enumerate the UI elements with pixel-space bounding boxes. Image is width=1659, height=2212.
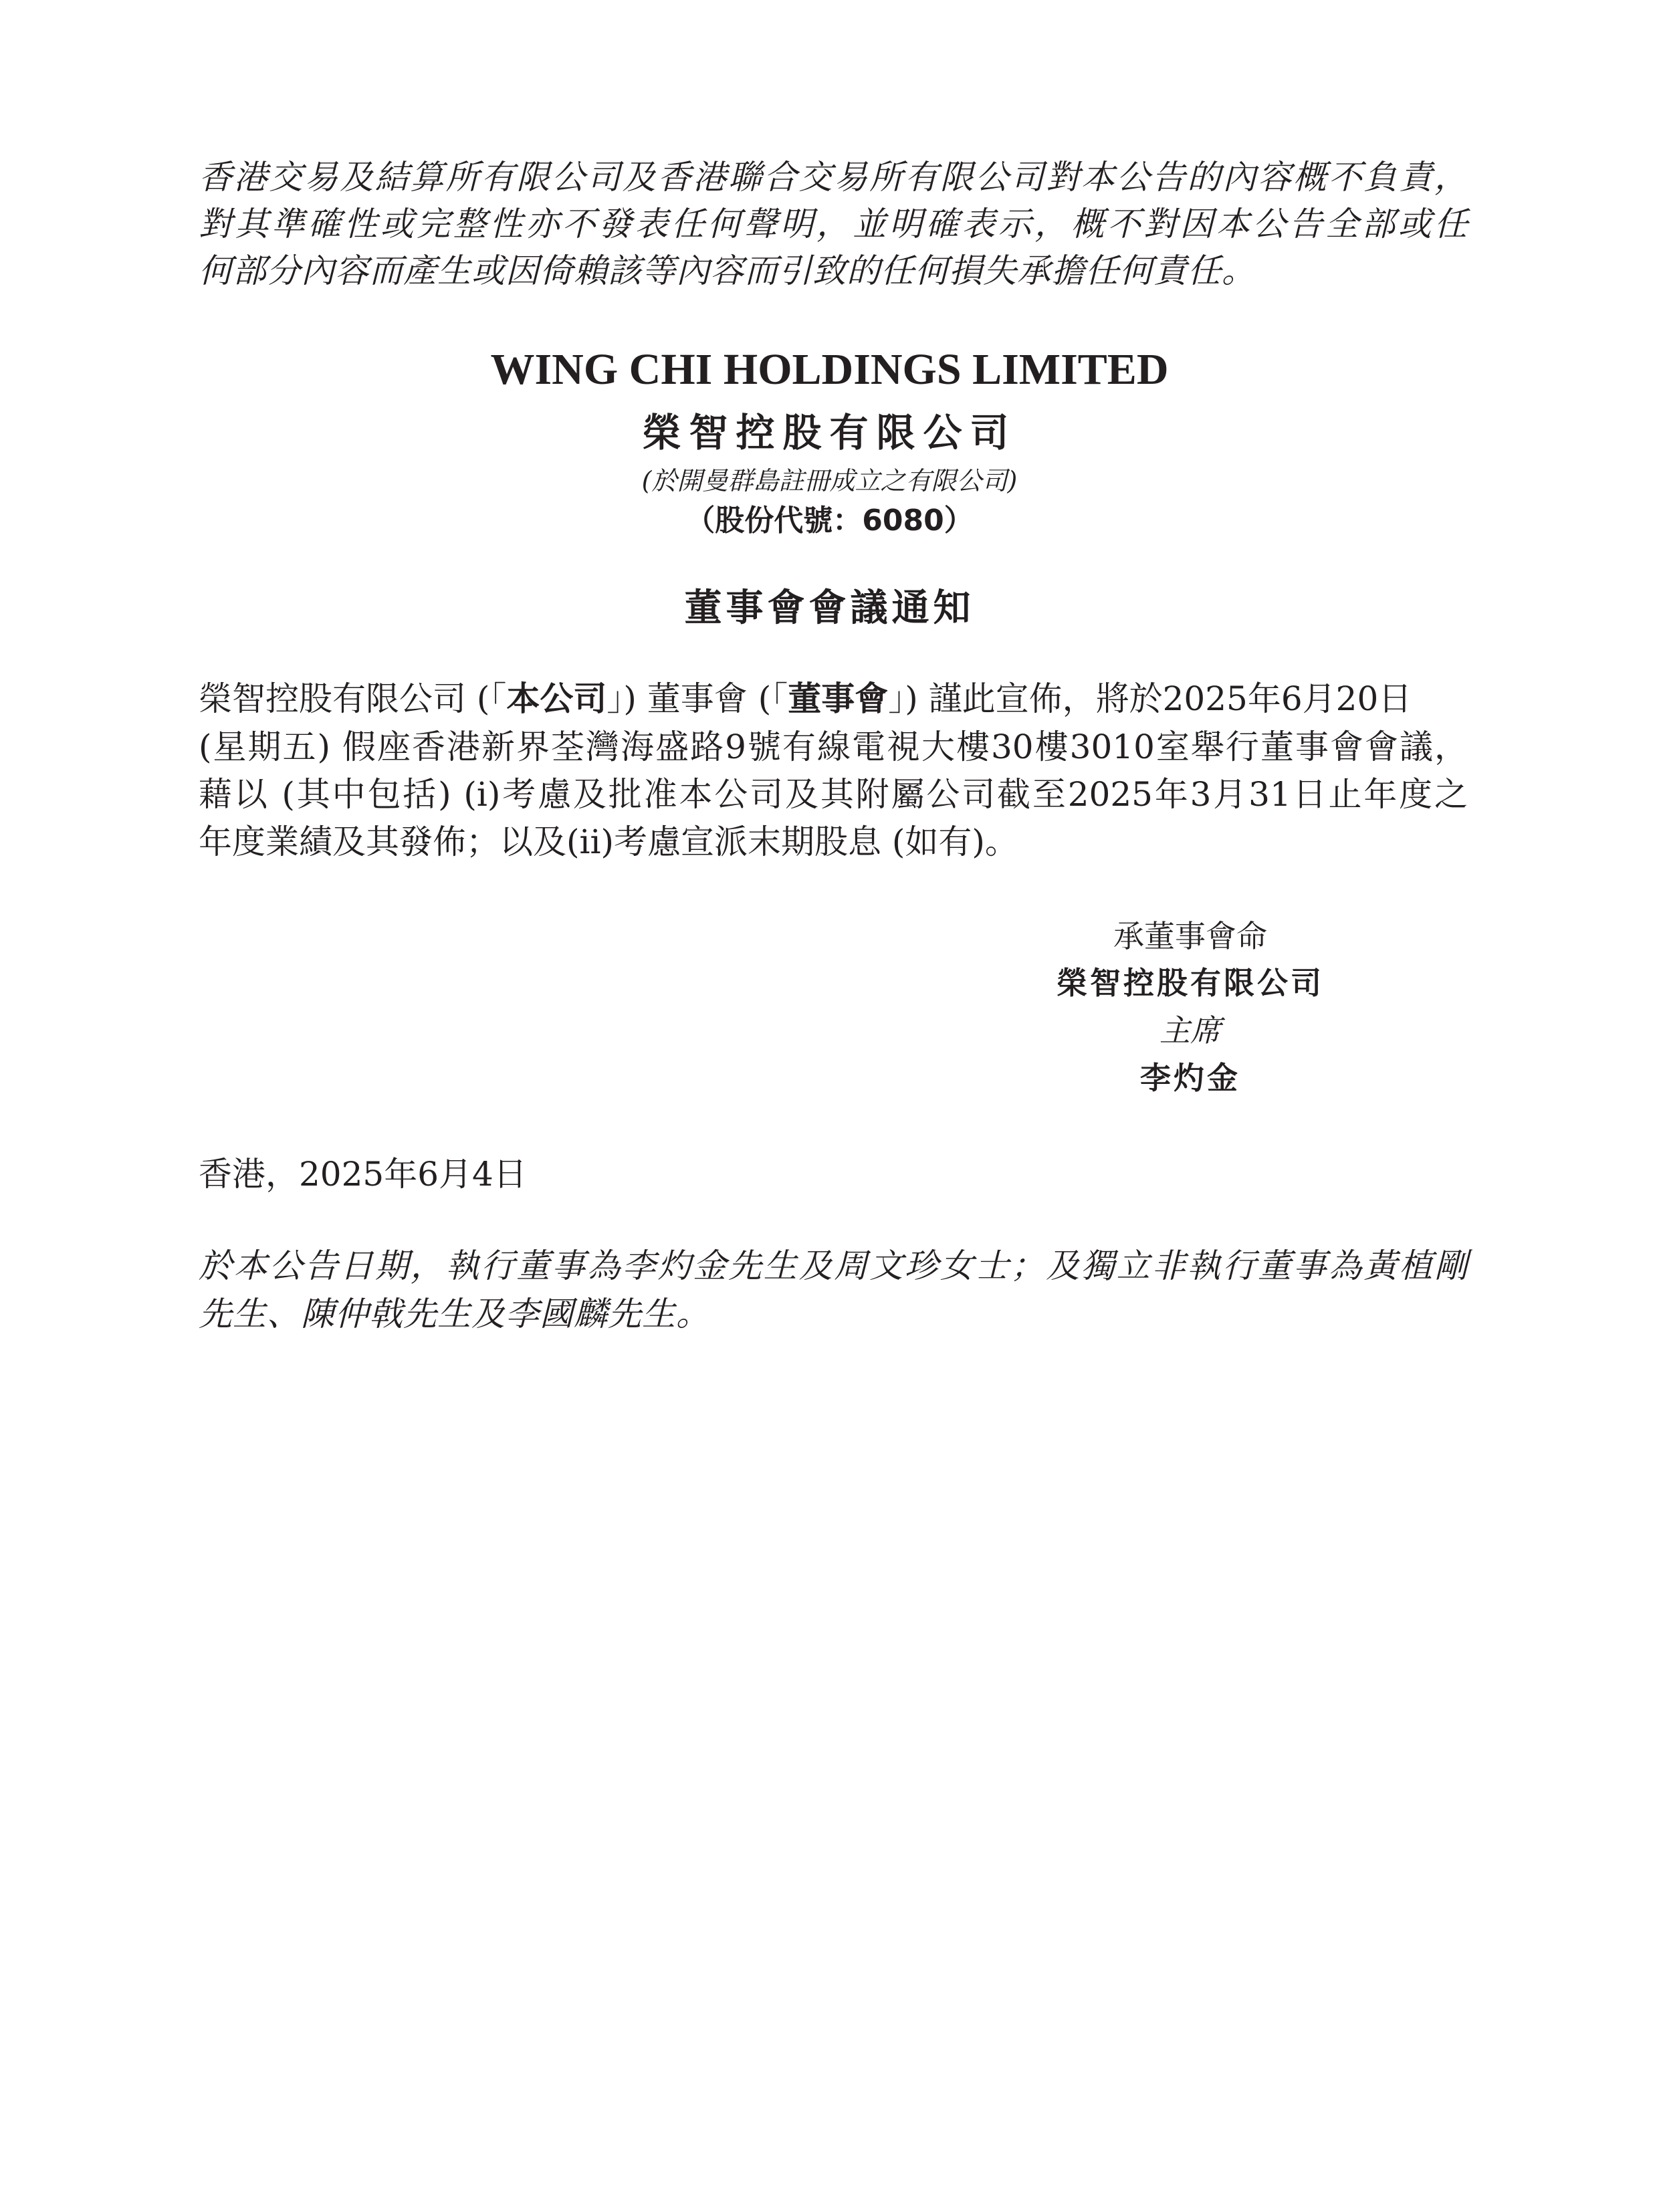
by-order: 承董事會命 — [1113, 918, 1267, 954]
defined-term: 董事會 — [788, 679, 889, 718]
notice-title: 董事會會議通知 — [684, 586, 975, 630]
date-line: 香港，2025年6月4日 — [199, 1155, 527, 1194]
body-text: 榮智控股有限公司 (「 — [199, 679, 507, 718]
company-name-en: WING CHI HOLDINGS LIMITED — [490, 345, 1169, 394]
body-text: 」) 董事會 (「 — [606, 679, 788, 718]
signature-name: 李灼金 — [1140, 1060, 1240, 1096]
disclaimer-line: 對其準確性或完整性亦不發表任何聲明，並明確表示，概不對因本公告全部或任 — [199, 205, 1468, 243]
defined-term: 本公司 — [506, 679, 607, 718]
signature-company: 榮智控股有限公司 — [1057, 965, 1324, 1001]
signature-position: 主席 — [1159, 1012, 1221, 1048]
body-line: (星期五) 假座香港新界荃灣海盛路9號有線電視大樓30樓3010室舉行董事會會議， — [199, 728, 1468, 766]
disclaimer-line: 何部分內容而產生或因倚賴該等內容而引致的任何損失承擔任何責任。 — [199, 251, 1256, 290]
incorporation-note: (於開曼群島註冊成立之有限公司) — [641, 466, 1018, 495]
footer-line: 於本公告日期，執行董事為李灼金先生及周文珍女士；及獨立非執行董事為黃植剛 — [199, 1246, 1468, 1285]
body-line: 藉以 (其中包括) (i)考慮及批准本公司及其附屬公司截至2025年3月31日止年度之 — [199, 775, 1468, 814]
disclaimer-line: 香港交易及結算所有限公司及香港聯合交易所有限公司對本公告的內容概不負責， — [199, 158, 1468, 197]
stock-code: （股份代號：6080） — [685, 504, 974, 538]
body-line: 年度業績及其發佈；以及(ii)考慮宣派末期股息 (如有)。 — [199, 822, 1018, 861]
footer-line: 先生、陳仲戟先生及李國麟先生。 — [199, 1295, 710, 1333]
body-line — [199, 679, 1468, 719]
body-text: 」) 謹此宣佈，將於2025年6月20日 — [888, 679, 1412, 718]
company-name-zh: 榮智控股有限公司 — [642, 410, 1017, 455]
